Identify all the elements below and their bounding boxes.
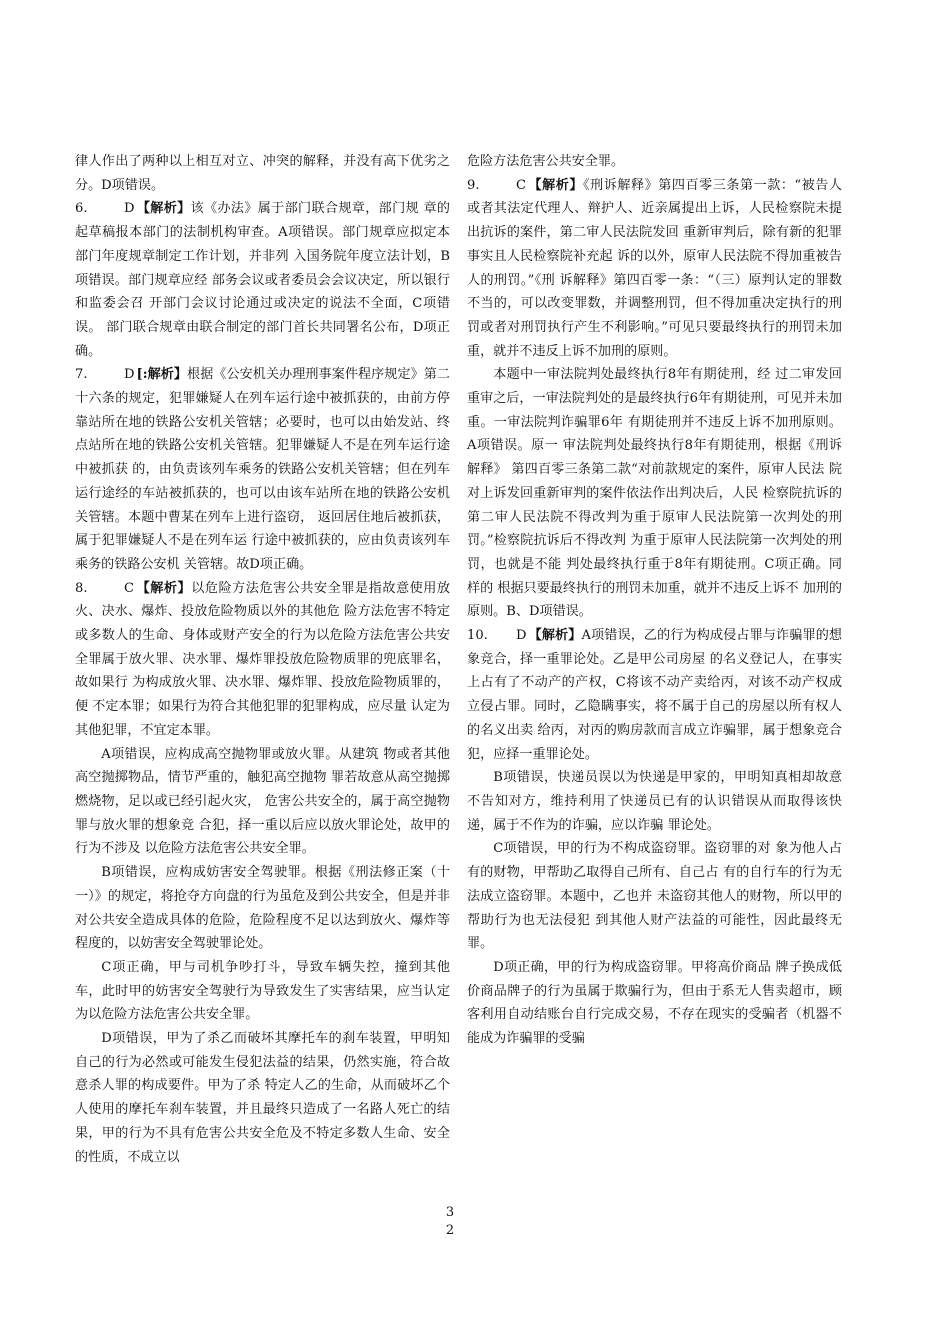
explanation-text: A项错误，乙的行为构成侵占罪与诈骗罪的想象竞合，择一重罪论处。乙是甲公司房屋 的名义登记人，在事实上占有了不动产的产权，C将该不动产卖给丙，对该不动产权成立侵占罪。同时，乙隐瞒事实，将不属于自己的房屋以所有权人的名义出卖 给丙，对丙的购房款而言成立诈骗罪，属于想象竞合 犯，应择一重罪论处。 xyxy=(467,628,842,762)
paragraph-continuation: 律人作出了两种以上相互对立、冲突的解释，并没有高下优劣之分。D项错误。 xyxy=(75,154,450,193)
question-8-explanation xyxy=(75,577,450,743)
right-column xyxy=(467,150,842,1051)
analysis-tag: 【解析】 xyxy=(136,201,191,217)
question-6-explanation xyxy=(75,197,450,363)
question-10-explanation xyxy=(467,624,842,766)
paragraph-continuation: 危险方法危害公共安全罪。 xyxy=(467,154,625,169)
option-a-analysis: A项错误，应构成高空抛物罪或放火罪。从建筑 物或者其他高空抛掷物品，情节严重的，触犯高空抛物 罪若故意从高空抛掷燃烧物，足以或已经引起火灾， 危害公共安全的，属于高空抛物罪与放火罪的想象竞 合犯，择一重以后应以放火罪论处，故甲的行为不涉及 以危险方法危害公共安全罪。 xyxy=(75,746,450,857)
question-number: 8. xyxy=(75,580,88,596)
answer-letter: D xyxy=(516,628,527,644)
question-9-explanation xyxy=(467,174,842,364)
analysis-tag: 【解析】 xyxy=(528,628,582,644)
answer-letter: C xyxy=(516,177,527,193)
explanation-text: 该《办法》属于部门联合规章，部门规 章的起草稿报本部门的法制机构审查。A项错误。部门规章应拟定本部门年度规章制定工作计划，并非列 入国务院年度立法计划，B项错误。部门规章应经 部务会议或者委员会会议决定，所以银行和监委会召 开部门会议讨论通过或决定的说法不全面，C项错误。 部门联合规章由联合制定的部门首长共同署名公布，D项正确。 xyxy=(75,201,450,359)
option-c-analysis: C项正确，甲与司机争吵打斗，导致车辆失控，撞到其他车，此时甲的妨害安全驾驶行为导致发生了实害结果，应当认定为以危险方法危害公共安全罪。 xyxy=(75,959,450,1023)
explanation-text: 根据《公安机关办理刑事案件程序规定》第二十六条的规定，犯罪嫌疑人在列车运行途中被抓获的，由前方停靠站所在地的铁路公安机关管辖；必要时，也可以由始发站、终点站所在地的铁路公安机关管辖。犯罪嫌疑人不是在列车运行途中被抓获 的，由负责该列车乘务的铁路公安机关管辖；但在列车运行途经的车站被抓获的，也可以由该车站所在地的铁路公安机关管辖。本题中曹某在列车上进行盗窃， 返回居住地后被抓获，属于犯罪嫌疑人不是在列车运 行途中被抓获的，应由负责该列车乘务的铁路公安机 关管辖。故D项正确。 xyxy=(75,367,451,572)
question-7-explanation xyxy=(75,363,450,576)
question-number: 6. xyxy=(75,201,88,217)
option-d-analysis: D项正确，甲的行为构成盗窃罪。甲将高价商品 牌子换成低价商品牌子的行为虽属于欺骗行为，但由于系无人售卖超市，顾客利用自动结账台自行完成交易，不存在现实的受骗者（机器不能成为诈骗罪的受骗 xyxy=(467,959,842,1047)
answer-letter: D xyxy=(124,201,135,217)
option-d-analysis: D项错误，甲为了杀乙而破坏其摩托车的刹车装置，甲明知自己的行为必然或可能发生侵犯法益的结果，仍然实施，符合故意杀人罪的构成要件。甲为了杀 特定人乙的生命，从而破坏乙个人使用的摩托车刹车装置，并且最终只造成了一名路人死亡的结果，甲的行为不具有危害公共安全危及不特定多数人生命、安全 的性质，不成立以 xyxy=(75,1031,450,1165)
option-b-analysis: B项错误，应构成妨害安全驾驶罪。根据《刑法修正案（十一）》的规定，将抢夺方向盘的行为虽危及到公共安全，但是并非对公共安全造成具体的危险，危险程度不足以达到放火、爆炸等程度的，以妨害安全驾驶罪论处。 xyxy=(75,865,450,952)
question-9-case-analysis: 本题中一审法院判处最终执行8年有期徒刑，经 过二审发回重审之后，一审法院判处的是最终执行6年有期徒刑，可见并未加重。一审法院判诈骗罪6年 有期徒刑并不违反上诉不加刑原则。A项错误。原一 审法院判处最终执行8年有期徒刑，根据《刑诉解释》 第四百零三条第二款“对前款规定的案件，原审人民法 院对上诉发回重新审判的案件依法作出判决后，人民 检察院抗诉的第二审人民法院不得改判为重于原审人民法院第一次判处的刑罚。”检察院抗诉后不得改判 为重于原审人民法院第一次判处的刑罚，也就是不能 判处最终执行重于8年有期徒刑。C项正确。同样的 根据只要最终执行的刑罚未加重，就并不违反上诉不 加刑的原则。B、D项错误。 xyxy=(467,367,842,620)
explanation-text: 《刑诉解释》第四百零三条第一款：“被告人或者其法定代理人、辩护人、近亲属提出上诉，人民检察院未提出抗诉的案件，第二审人民法院发回 重新审判后，除有新的犯罪事实且人民检察院补充起 诉的以外，原审人民法院不得加重被告人的刑罚。”《刑 诉解释》第四百零一条：“（三）原判认定的罪数不当的，可以改变罪数，并调整刑罚，但不得加重决定执行的刑罚或者对刑罚执行产生不利影响。”可见只要最终执行的刑罚未加重，就并不违反上诉不加刑的原则。 xyxy=(467,177,842,359)
page-number xyxy=(443,1204,457,1240)
analysis-tag: 【解析】 xyxy=(136,580,192,596)
analysis-tag: 【解析】 xyxy=(528,177,584,193)
answer-letter: D xyxy=(124,367,135,383)
answer-letter: C xyxy=(124,580,135,596)
page-number-line-2: 2 xyxy=(445,1223,455,1238)
option-c-analysis: C项错误，甲的行为不构成盗窃罪。盗窃罪的对 象为他人占有的财物，甲帮助乙取得自己所有、自己占 有的自行车的行为无法成立盗窃罪。本题中，乙也并 未盗窃其他人的财物，所以甲的帮助行为也无法侵犯 到其他人财产法益的可能性，因此最终无罪。 xyxy=(467,841,842,952)
page-number-line-1: 3 xyxy=(445,1205,455,1220)
explanation-text: 以危险方法危害公共安全罪是指故意使用放火、决水、爆炸、投放危险物质以外的其他危 险方法危害不特定或多数人的生命、身体或财产安全的行为以危险方法危害公共安全罪属于放火罪、决水罪、爆炸罪投放危险物质罪的兜底罪名，故如果行 为构成放火罪、决水罪、爆炸罪、投放危险物质罪的，便 不定本罪；如果行为符合其他犯罪的犯罪构成，应尽量 认定为其他犯罪，不宜定本罪。 xyxy=(75,580,451,738)
question-number: 10. xyxy=(467,628,488,644)
question-number: 9. xyxy=(467,177,480,193)
question-number: 7. xyxy=(75,367,88,383)
left-column xyxy=(75,150,450,1169)
option-b-analysis: B项错误，快递员误以为快递是甲家的，甲明知真相却故意不告知对方，维持利用了快递员已有的认识错误从而取得该快递，属于不作为的诈骗，应以诈骗 罪论处。 xyxy=(467,770,842,833)
analysis-tag: [:解析】 xyxy=(136,367,188,383)
